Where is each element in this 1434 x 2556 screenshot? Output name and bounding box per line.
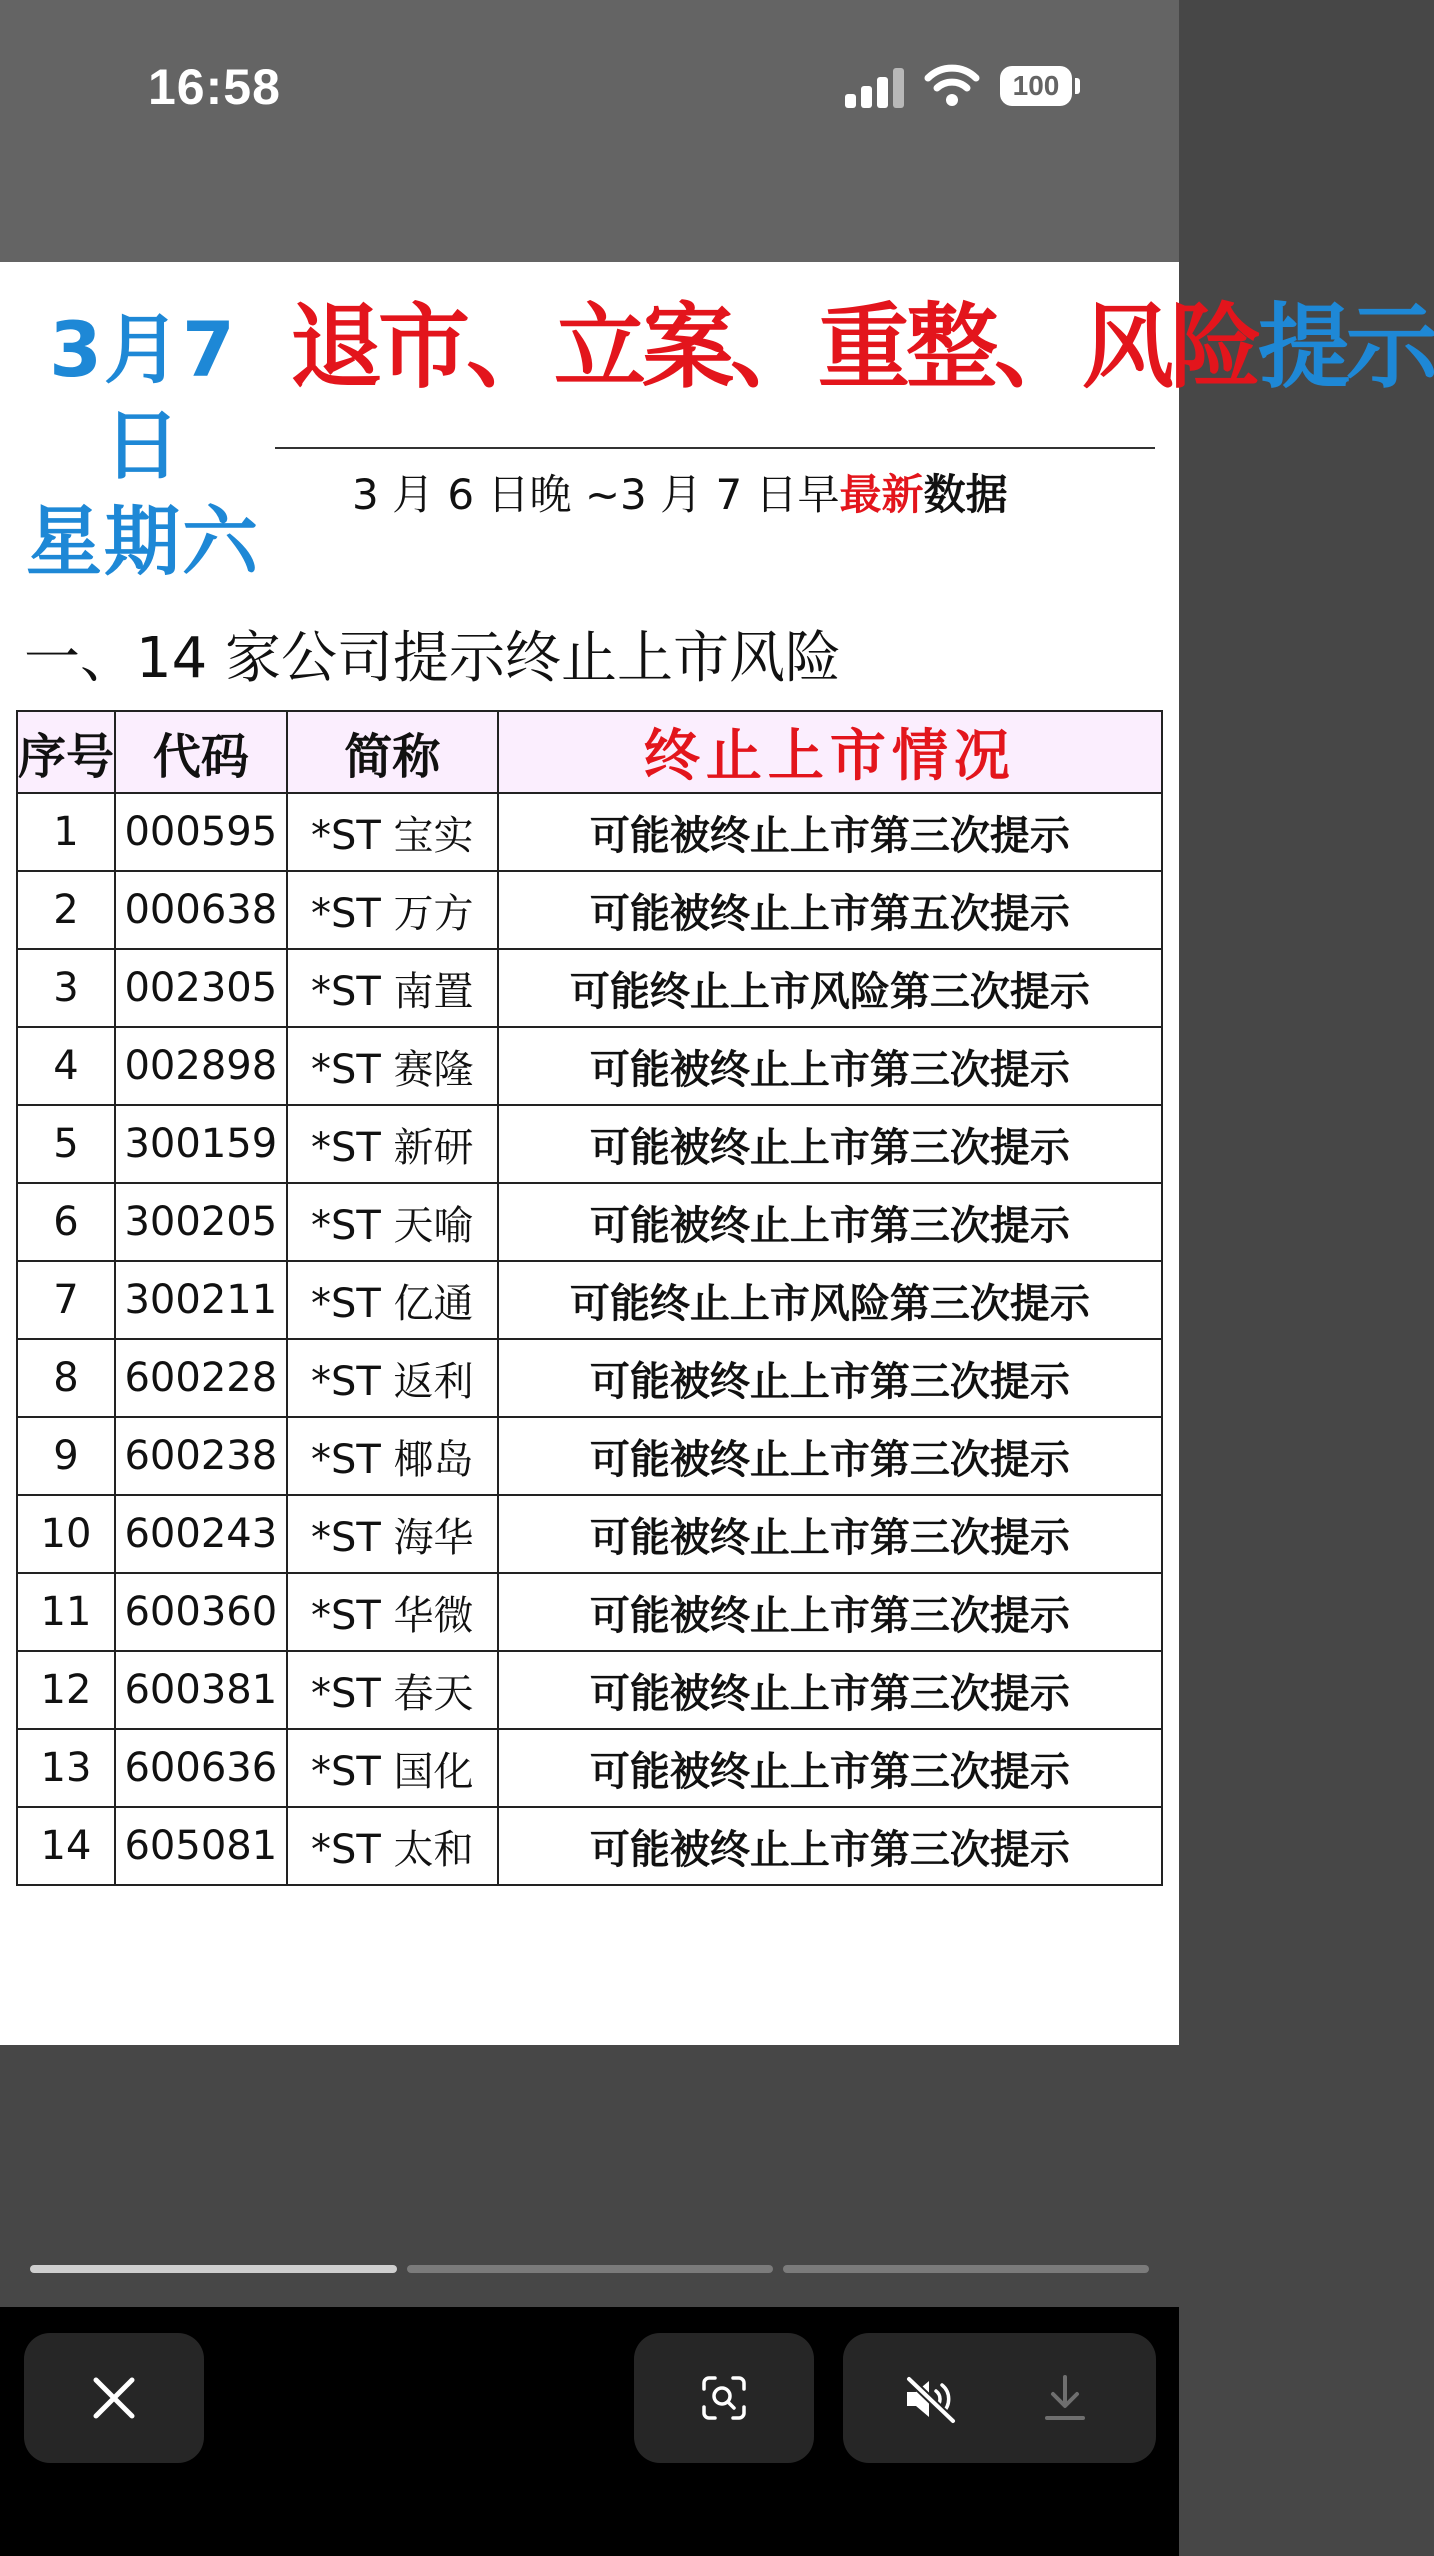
cell-status: 可能终止上市风险第三次提示	[498, 1261, 1162, 1339]
headline-divider	[275, 447, 1155, 449]
cell-name: *ST 华微	[287, 1573, 498, 1651]
cell-status: 可能被终止上市第五次提示	[498, 871, 1162, 949]
cell-name: *ST 海华	[287, 1495, 498, 1573]
cell-index: 13	[17, 1729, 115, 1807]
cell-status: 可能被终止上市第三次提示	[498, 1495, 1162, 1573]
headline-blue-text: 提示	[1258, 294, 1434, 401]
cell-name: *ST 新研	[287, 1105, 498, 1183]
status-bar	[0, 0, 1179, 262]
cell-name: *ST 天喻	[287, 1183, 498, 1261]
cell-name: *ST 太和	[287, 1807, 498, 1885]
poster-headline	[290, 292, 1434, 404]
cell-status: 可能被终止上市第三次提示	[498, 1807, 1162, 1885]
table-row	[17, 1807, 1162, 1885]
cell-name: *ST 春天	[287, 1651, 498, 1729]
cell-index: 4	[17, 1027, 115, 1105]
cell-status: 可能被终止上市第三次提示	[498, 1339, 1162, 1417]
cell-name: *ST 亿通	[287, 1261, 498, 1339]
table-row	[17, 1417, 1162, 1495]
cell-index: 6	[17, 1183, 115, 1261]
subhead-latest: 最新	[839, 470, 924, 519]
cell-name: *ST 南置	[287, 949, 498, 1027]
date-label: 3月7日	[49, 305, 237, 490]
cell-index: 5	[17, 1105, 115, 1183]
poster-image	[0, 262, 1434, 2045]
table-row	[17, 871, 1162, 949]
cell-index: 8	[17, 1339, 115, 1417]
cell-index: 1	[17, 793, 115, 871]
cell-name: *ST 宝实	[287, 793, 498, 871]
visual-lookup-icon	[701, 2375, 747, 2421]
cell-status: 可能被终止上市第三次提示	[498, 1183, 1162, 1261]
battery-indicator: 100	[1000, 66, 1072, 106]
cell-status: 可能被终止上市第三次提示	[498, 1729, 1162, 1807]
table-header-row	[17, 711, 1162, 793]
table-row	[17, 1573, 1162, 1651]
cell-name: *ST 国化	[287, 1729, 498, 1807]
cell-code: 000638	[115, 871, 287, 949]
cell-name: *ST 返利	[287, 1339, 498, 1417]
table-row	[17, 949, 1162, 1027]
header-status: 终止上市情况	[498, 711, 1162, 793]
cell-code: 600228	[115, 1339, 287, 1417]
cell-status: 可能被终止上市第三次提示	[498, 1573, 1162, 1651]
cell-code: 600238	[115, 1417, 287, 1495]
headline-red-text: 退市、立案、重整、风险	[290, 294, 1259, 401]
subhead-data: 数据	[923, 470, 1008, 519]
cell-code: 002305	[115, 949, 287, 1027]
cellular-signal-icon	[845, 66, 907, 108]
visual-lookup-button[interactable]	[634, 2333, 814, 2463]
cell-name: *ST 万方	[287, 871, 498, 949]
page-indicator-1[interactable]	[30, 2265, 397, 2273]
section-title: 一、14 家公司提示终止上市风险	[24, 626, 842, 691]
cell-code: 300205	[115, 1183, 287, 1261]
cell-index: 11	[17, 1573, 115, 1651]
delisting-risk-table	[16, 710, 1163, 1886]
header-name: 简称	[287, 711, 498, 793]
table-row	[17, 1651, 1162, 1729]
cell-index: 12	[17, 1651, 115, 1729]
cell-index: 2	[17, 871, 115, 949]
cell-status: 可能被终止上市第三次提示	[498, 1651, 1162, 1729]
page-indicator-3[interactable]	[783, 2265, 1149, 2273]
page-indicator-2[interactable]	[407, 2265, 773, 2273]
cell-index: 10	[17, 1495, 115, 1573]
wifi-icon	[924, 60, 980, 108]
poster-subheading	[352, 462, 1008, 522]
cell-code: 600360	[115, 1573, 287, 1651]
cell-status: 可能被终止上市第三次提示	[498, 1027, 1162, 1105]
cell-status: 可能被终止上市第三次提示	[498, 1417, 1162, 1495]
date-block	[18, 302, 268, 590]
table-row	[17, 1183, 1162, 1261]
cell-code: 002898	[115, 1027, 287, 1105]
cell-code: 600243	[115, 1495, 287, 1573]
cell-name: *ST 赛隆	[287, 1027, 498, 1105]
header-index: 序号	[17, 711, 115, 793]
cell-code: 600381	[115, 1651, 287, 1729]
battery-tip	[1075, 78, 1080, 94]
media-controls	[843, 2333, 1156, 2463]
cell-code: 300159	[115, 1105, 287, 1183]
cell-code: 300211	[115, 1261, 287, 1339]
header-code: 代码	[115, 711, 287, 793]
cell-code: 000595	[115, 793, 287, 871]
cell-status: 可能被终止上市第三次提示	[498, 1105, 1162, 1183]
cell-status: 可能被终止上市第三次提示	[498, 793, 1162, 871]
subhead-date-range: 3 月 6 日晚 ~3 月 7 日早	[352, 470, 840, 519]
mute-icon[interactable]	[903, 2375, 959, 2423]
cell-index: 9	[17, 1417, 115, 1495]
table-row	[17, 1339, 1162, 1417]
download-icon[interactable]	[1041, 2373, 1089, 2423]
table-row	[17, 1105, 1162, 1183]
cell-index: 3	[17, 949, 115, 1027]
close-icon	[92, 2376, 136, 2420]
cell-name: *ST 椰岛	[287, 1417, 498, 1495]
table-body	[17, 793, 1162, 1885]
cell-code: 600636	[115, 1729, 287, 1807]
cell-index: 14	[17, 1807, 115, 1885]
table-row	[17, 1729, 1162, 1807]
table-row	[17, 793, 1162, 871]
close-button[interactable]	[24, 2333, 204, 2463]
cell-status: 可能终止上市风险第三次提示	[498, 949, 1162, 1027]
weekday-label: 星期六	[26, 497, 260, 586]
cell-index: 7	[17, 1261, 115, 1339]
status-time: 16:58	[148, 59, 281, 115]
table-row	[17, 1027, 1162, 1105]
cell-code: 605081	[115, 1807, 287, 1885]
table-row	[17, 1495, 1162, 1573]
table-row	[17, 1261, 1162, 1339]
